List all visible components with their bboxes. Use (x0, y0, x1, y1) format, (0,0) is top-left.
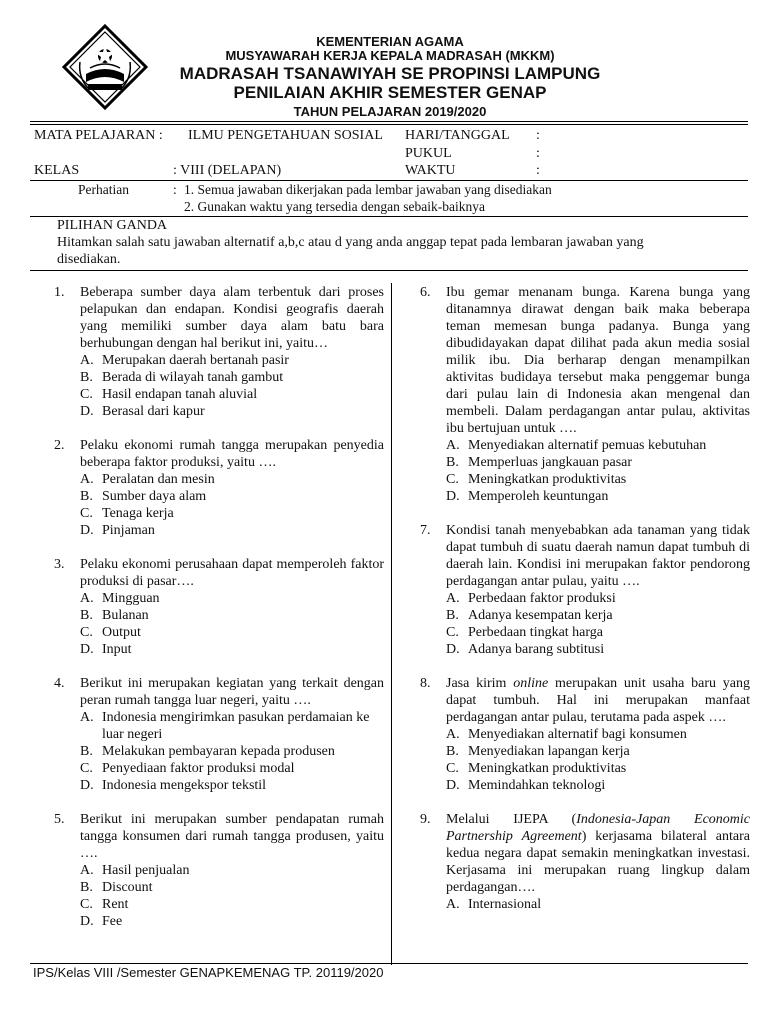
class-value: : VIII (DELAPAN) (173, 163, 282, 178)
answer-option (80, 709, 384, 743)
option-text: Perbedaan tingkat harga (468, 625, 604, 640)
instructions-rule (30, 270, 748, 271)
exam-title: PENILAIAN AKHIR SEMESTER GENAP (233, 83, 547, 102)
subject-label: MATA PELAJARAN : (34, 128, 163, 143)
question-text-part: merupakan unit usaha baru yang dapat tumbuh. Hal ini merupakan manfaat perdagangan antar pulau, terutama pada aspek …. (446, 676, 750, 725)
option-text: Indonesia mengekspor tekstil (102, 778, 267, 793)
option-text: Fee (102, 914, 123, 929)
answer-option (446, 607, 750, 624)
option-letter: C. (80, 625, 93, 640)
answer-option (80, 471, 384, 488)
option-text: Memindahkan teknologi (468, 778, 606, 793)
question-text-emphasis: online (513, 676, 549, 691)
answer-option (446, 590, 750, 607)
question-text-part: Jasa kirim (446, 676, 514, 691)
question-item (420, 675, 750, 794)
question-number: 4. (54, 676, 65, 691)
option-text: Berada di wilayah tanah gambut (102, 370, 284, 385)
answer-option (446, 437, 750, 454)
option-text: Merupakan daerah bertanah pasir (102, 353, 289, 368)
answer-option (80, 369, 384, 386)
council-title: MUSYAWARAH KERJA KEPALA MADRASAH (MKKM) (225, 48, 555, 63)
academic-year: TAHUN PELAJARAN 2019/2020 (293, 104, 487, 119)
option-text: Memperoleh keuntungan (468, 489, 609, 504)
answer-options (446, 437, 750, 505)
option-letter: D. (446, 778, 460, 793)
question-number: 5. (54, 812, 65, 827)
footer-text-end: 19/2020 (336, 965, 384, 980)
option-text: Rent (102, 897, 129, 912)
questions-right-column (420, 284, 750, 930)
question-text (446, 811, 750, 896)
option-text: Indonesia mengirimkan pasukan perdamaian ke luar negeri (102, 710, 370, 742)
option-letter: D. (80, 642, 94, 657)
day-label: HARI/TANGGAL (405, 128, 510, 143)
note-line-2: 2. Gunakan waktu yang tersedia dengan sebaik-baiknya (184, 199, 486, 214)
question-item (54, 811, 384, 930)
option-text: Output (102, 625, 141, 640)
day-colon: : (536, 128, 540, 143)
option-text: Peralatan dan mesin (102, 472, 215, 487)
option-letter: C. (80, 897, 93, 912)
info-rule (30, 180, 748, 181)
option-letter: A. (80, 353, 94, 368)
time-label: WAKTU (405, 163, 456, 178)
note-line-1: 1. Semua jawaban dikerjakan pada lembar jawaban yang disediakan (184, 182, 552, 197)
hour-colon: : (536, 146, 540, 161)
option-text: Menyediakan alternatif bagi konsumen (468, 727, 687, 742)
option-text: Input (102, 642, 132, 657)
questions-left-column (54, 284, 384, 947)
option-letter: B. (80, 489, 93, 504)
answer-option (446, 641, 750, 658)
answer-options (80, 590, 384, 658)
hour-label: PUKUL (405, 146, 452, 161)
question-item (420, 284, 750, 505)
answer-option (80, 862, 384, 879)
question-item (54, 284, 384, 420)
question-number: 2. (54, 438, 65, 453)
question-text: Pelaku ekonomi rumah tangga merupakan penyedia beberapa faktor produksi, yaitu …. (80, 438, 384, 470)
subject-value: ILMU PENGETAHUAN SOSIAL (188, 128, 383, 143)
option-text: Bulanan (102, 608, 149, 623)
option-text: Pinjaman (102, 523, 155, 538)
school-title: MADRASAH TSANAWIYAH SE PROPINSI LAMPUNG (179, 64, 601, 83)
option-text: Melakukan pembayaran kepada produsen (102, 744, 335, 759)
question-number: 9. (420, 812, 431, 827)
question-item (54, 556, 384, 658)
answer-options (446, 896, 750, 913)
option-text: Menyediakan alternatif pemuas kebutuhan (468, 438, 707, 453)
option-letter: C. (446, 472, 459, 487)
option-letter: D. (446, 489, 460, 504)
option-letter: B. (446, 455, 459, 470)
answer-option (80, 913, 384, 930)
option-letter: C. (80, 506, 93, 521)
column-divider (391, 283, 392, 965)
option-letter: A. (80, 710, 94, 725)
time-colon: : (536, 163, 540, 178)
answer-option (446, 743, 750, 760)
option-text: Meningkatkan produktivitas (468, 472, 627, 487)
question-text-part: Melalui IJEPA ( (446, 812, 577, 827)
question-text: Pelaku ekonomi perusahaan dapat memperoleh faktor produksi di pasar…. (80, 557, 384, 589)
option-text: Internasional (468, 897, 542, 912)
question-text: Berikut ini merupakan sumber pendapatan rumah tangga konsumen dari rumah tangga produsen, yaitu …. (80, 812, 384, 861)
option-letter: A. (80, 591, 94, 606)
option-letter: B. (80, 370, 93, 385)
answer-option (446, 454, 750, 471)
answer-option (80, 590, 384, 607)
option-letter: B. (80, 744, 93, 759)
answer-options (446, 590, 750, 658)
kementerian-agama-emblem-icon (60, 22, 150, 112)
option-letter: A. (446, 897, 460, 912)
answer-option (80, 641, 384, 658)
answer-options (80, 709, 384, 794)
option-letter: A. (446, 591, 460, 606)
answer-option (446, 777, 750, 794)
option-text: Sumber daya alam (102, 489, 207, 504)
answer-option (80, 896, 384, 913)
answer-option (80, 505, 384, 522)
option-letter: A. (80, 472, 94, 487)
question-number: 3. (54, 557, 65, 572)
option-letter: A. (80, 863, 94, 878)
page-number: 1 (330, 965, 337, 980)
question-item (420, 811, 750, 913)
answer-option (446, 896, 750, 913)
question-text: Ibu gemar menanam bunga. Karena bunga yang ditanamnya dirawat dengan baik maka beberapa teman memesan bunga padanya. Bunga yang dibudidayakan dapat dilihat pada akun media sosial milik ibu. Dia berharap dengan menampilkan aktivitas budidaya tersebut maka penggemar bunga dari pulau lain di Indonesia akan mengenal dan membeli. Dalam perdagangan antar pulau, aktivitas ibu bertujuan untuk …. (446, 285, 750, 436)
option-letter: B. (446, 744, 459, 759)
option-text: Penyediaan faktor produksi modal (102, 761, 295, 776)
question-item (54, 675, 384, 794)
option-text: Perbedaan faktor produksi (468, 591, 616, 606)
option-letter: D. (80, 778, 94, 793)
answer-option (80, 879, 384, 896)
answer-options (80, 471, 384, 539)
question-text-part: ) kerjasama bilateral antara kedua negara dapat semakin meningkatkan investasi. Kerjasama ini merupakan ruang lingkup dalam perdagangan…. (446, 829, 750, 895)
class-label: KELAS (34, 163, 80, 178)
header-rule-thin (30, 124, 748, 125)
option-text: Menyediakan lapangan kerja (468, 744, 630, 759)
answer-options (80, 862, 384, 930)
note-colon: : (173, 182, 177, 197)
instruction-line-2: disediakan. (57, 252, 121, 267)
option-text: Tenaga kerja (102, 506, 174, 521)
option-text: Berasal dari kapur (102, 404, 205, 419)
question-number: 6. (420, 285, 431, 300)
option-letter: C. (80, 387, 93, 402)
option-letter: D. (80, 523, 94, 538)
answer-option (446, 726, 750, 743)
answer-option (80, 607, 384, 624)
option-letter: D. (446, 642, 460, 657)
answer-options (446, 726, 750, 794)
option-letter: A. (446, 438, 460, 453)
notes-rule (30, 216, 748, 217)
option-text: Mingguan (102, 591, 160, 606)
question-text-emphasis: Indonesia-Japan Economic Partnership Agreement (446, 812, 750, 844)
option-letter: A. (446, 727, 460, 742)
answer-option (80, 522, 384, 539)
option-text: Adanya kesempatan kerja (468, 608, 613, 623)
option-text: Memperluas jangkauan pasar (468, 455, 633, 470)
answer-option (80, 777, 384, 794)
option-letter: C. (446, 625, 459, 640)
question-number: 7. (420, 523, 431, 538)
option-letter: D. (80, 404, 94, 419)
ministry-title: KEMENTERIAN AGAMA (316, 34, 464, 49)
answer-options (80, 352, 384, 420)
option-text: Meningkatkan produktivitas (468, 761, 627, 776)
answer-option (80, 624, 384, 641)
header-rule (30, 121, 748, 122)
section-title: PILIHAN GANDA (57, 218, 168, 233)
answer-option (80, 760, 384, 777)
option-text: Hasil endapan tanah aluvial (102, 387, 258, 402)
answer-option (80, 488, 384, 505)
option-text: Discount (102, 880, 153, 895)
question-item (420, 522, 750, 658)
answer-option (80, 403, 384, 420)
option-letter: C. (446, 761, 459, 776)
answer-option (80, 352, 384, 369)
footer-text: IPS/Kelas VIII /Semester GENAPKEMENAG TP. 20 (33, 965, 331, 980)
answer-option (80, 386, 384, 403)
option-letter: B. (446, 608, 459, 623)
question-item (54, 437, 384, 539)
option-letter: B. (80, 880, 93, 895)
option-text: Adanya barang subtitusi (468, 642, 605, 657)
option-letter: C. (80, 761, 93, 776)
footer-rule (30, 963, 748, 964)
answer-option (446, 760, 750, 777)
answer-option (446, 624, 750, 641)
question-number: 8. (420, 676, 431, 691)
footer (33, 965, 383, 980)
option-text: Hasil penjualan (102, 863, 190, 878)
option-letter: B. (80, 608, 93, 623)
question-text: Kondisi tanah menyebabkan ada tanaman yang tidak dapat tumbuh di suatu daerah namun dapat tumbuh di daerah lain. Kondisi ini merupakan faktor pendorong perdagangan antar pulau, yaitu …. (446, 523, 750, 589)
question-text: Beberapa sumber daya alam terbentuk dari proses pelapukan dan endapan. Kondisi geografis daerah yang memiliki sumber daya alam batu bara berhubungan dengan hal berikut ini, yaitu… (80, 285, 384, 351)
question-text (446, 675, 750, 726)
answer-option (446, 488, 750, 505)
question-number: 1. (54, 285, 65, 300)
note-label: Perhatian (78, 182, 129, 197)
question-text: Berikut ini merupakan kegiatan yang terkait dengan peran rumah tangga luar negeri, yaitu …. (80, 676, 384, 708)
answer-option (80, 743, 384, 760)
instruction-line-1: Hitamkan salah satu jawaban alternatif a,b,c atau d yang anda anggap tepat pada lembaran jawaban yang (57, 235, 644, 250)
option-letter: D. (80, 914, 94, 929)
answer-option (446, 471, 750, 488)
